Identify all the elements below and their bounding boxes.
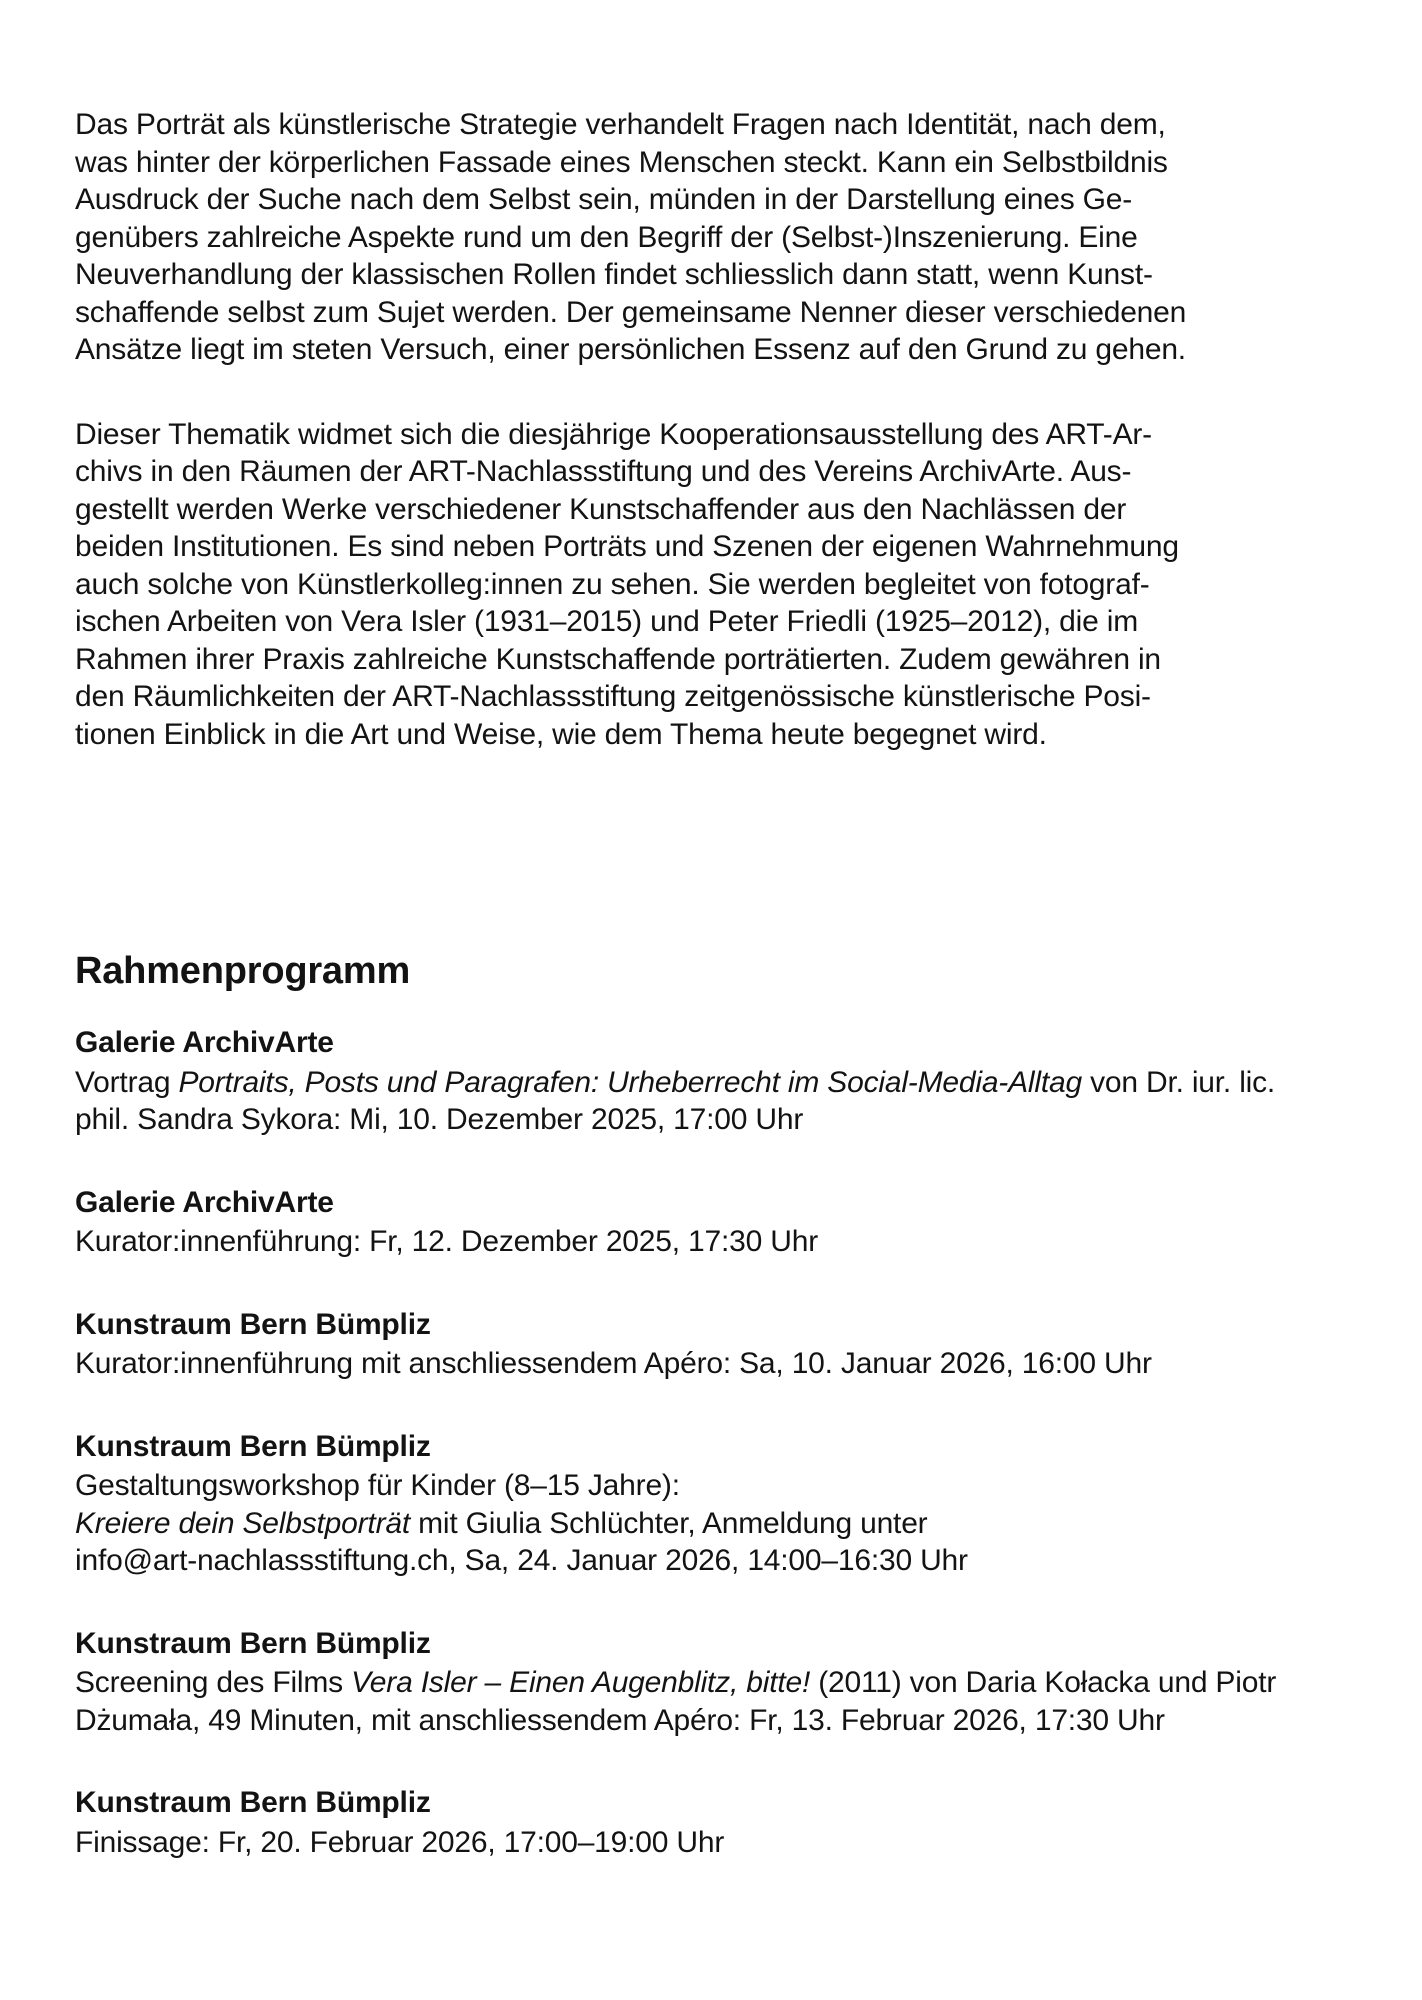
italic-work-title: Portraits, Posts und Paragrafen: Urheberrecht im Social-Media-Alltag [178, 1065, 1082, 1099]
text-line: schaffende selbst zum Sujet werden. Der gemeinsame Nenner dieser verschiedenen [75, 295, 1187, 329]
text-line: tionen Einblick in die Art und Weise, wie dem Thema heute begegnet wird. [75, 717, 1047, 751]
section-heading: Rahmenprogramm [75, 950, 411, 992]
event-line [75, 1101, 1347, 1139]
text-line: Ansätze liegt im steten Versuch, einer persönlichen Essenz auf den Grund zu gehen. [75, 333, 1186, 366]
text-segment: info@art-nachlassstiftung.ch, Sa, 24. Januar 2026, 14:00–16:30 Uhr [75, 1544, 968, 1577]
event-item [75, 1306, 1347, 1383]
event-line [75, 1824, 1347, 1862]
text-line: gestellt werden Werke verschiedener Kunstschaffender aus den Nachlässen der [75, 492, 1127, 526]
text-segment: Vortrag [75, 1065, 179, 1099]
text-line: Das Porträt als künstlerische Strategie verhandelt Fragen nach Identität, nach dem, [75, 108, 1166, 141]
intro-paragraph [75, 106, 1347, 369]
event-venue: Galerie ArchivArte [75, 1185, 334, 1219]
text-segment: phil. Sandra Sykora: Mi, 10. Dezember 2025, 17:00 Uhr [75, 1103, 804, 1136]
text-segment: Gestaltungsworkshop für Kinder (8–15 Jahre): [75, 1469, 680, 1502]
event-venue: Kunstraum Bern Bümpliz [75, 1429, 431, 1463]
event-line [75, 1467, 1347, 1505]
text-line: Neuverhandlung der klassischen Rollen findet schliesslich dann statt, wenn Kunst- [75, 258, 1153, 291]
text-segment: Dżumała, 49 Minuten, mit anschliessendem Apéro: Fr, 13. Februar 2026, 17:30 Uhr [75, 1703, 1165, 1737]
italic-work-title: Kreiere dein Selbstporträt [75, 1506, 410, 1540]
event-line [75, 1223, 1347, 1261]
text-segment: Screening des Films [75, 1666, 352, 1699]
event-line [75, 1702, 1347, 1740]
text-segment: Kurator:innenführung mit anschliessendem Apéro: Sa, 10. Januar 2026, 16:00 Uhr [75, 1347, 1152, 1380]
text-line: chivs in den Räumen der ART-Nachlassstiftung und des Vereins ArchivArte. Aus- [75, 455, 1132, 488]
event-line [75, 1345, 1347, 1383]
event-item [75, 1184, 1347, 1261]
text-segment: (2011) von Daria Kołacka und Piotr [810, 1666, 1277, 1699]
text-line: Rahmen ihrer Praxis zahlreiche Kunstschaffende porträtierten. Zudem gewähren in [75, 642, 1161, 676]
text-line: genübers zahlreiche Aspekte rund um den Begriff der (Selbst-)Inszenierung. Eine [75, 220, 1138, 254]
event-item [75, 1024, 1347, 1139]
event-line [75, 1664, 1347, 1702]
text-line: Dieser Thematik widmet sich die diesjährige Kooperationsausstellung des ART-Ar- [75, 417, 1152, 451]
text-line: auch solche von Künstlerkolleg:innen zu sehen. Sie werden begleitet von fotograf- [75, 567, 1150, 601]
text-line: ischen Arbeiten von Vera Isler (1931–2015) und Peter Friedli (1925–2012), die im [75, 605, 1138, 638]
intro-paragraph [75, 416, 1347, 754]
text-segment: von Dr. iur. lic. [1081, 1065, 1276, 1099]
text-segment: mit Giulia Schlüchter, Anmeldung unter [409, 1506, 928, 1540]
event-line [75, 1064, 1347, 1102]
event-venue: Kunstraum Bern Bümpliz [75, 1307, 431, 1341]
italic-work-title: Vera Isler – Einen Augenblitz, bitte! [351, 1666, 811, 1699]
event-item [75, 1428, 1347, 1580]
text-segment: Finissage: Fr, 20. Februar 2026, 17:00–19:00 Uhr [75, 1825, 725, 1859]
events-list [75, 1024, 1347, 1861]
intro-section [75, 106, 1347, 753]
event-venue: Galerie ArchivArte [75, 1026, 334, 1059]
event-line [75, 1505, 1347, 1543]
text-line: beiden Institutionen. Es sind neben Porträts und Szenen der eigenen Wahrnehmung [75, 530, 1179, 563]
event-venue: Kunstraum Bern Bümpliz [75, 1626, 431, 1660]
event-venue: Kunstraum Bern Bümpliz [75, 1786, 431, 1819]
text-line: den Räumlichkeiten der ART-Nachlassstiftung zeitgenössische künstlerische Posi- [75, 680, 1151, 713]
event-item [75, 1625, 1347, 1740]
event-item [75, 1784, 1347, 1861]
text-line: Ausdruck der Suche nach dem Selbst sein, münden in der Darstellung eines Ge- [75, 183, 1133, 216]
text-line: was hinter der körperlichen Fassade eines Menschen steckt. Kann ein Selbstbildnis [75, 145, 1168, 179]
event-line [75, 1542, 1347, 1580]
text-segment: Kurator:innenführung: Fr, 12. Dezember 2025, 17:30 Uhr [75, 1225, 818, 1258]
